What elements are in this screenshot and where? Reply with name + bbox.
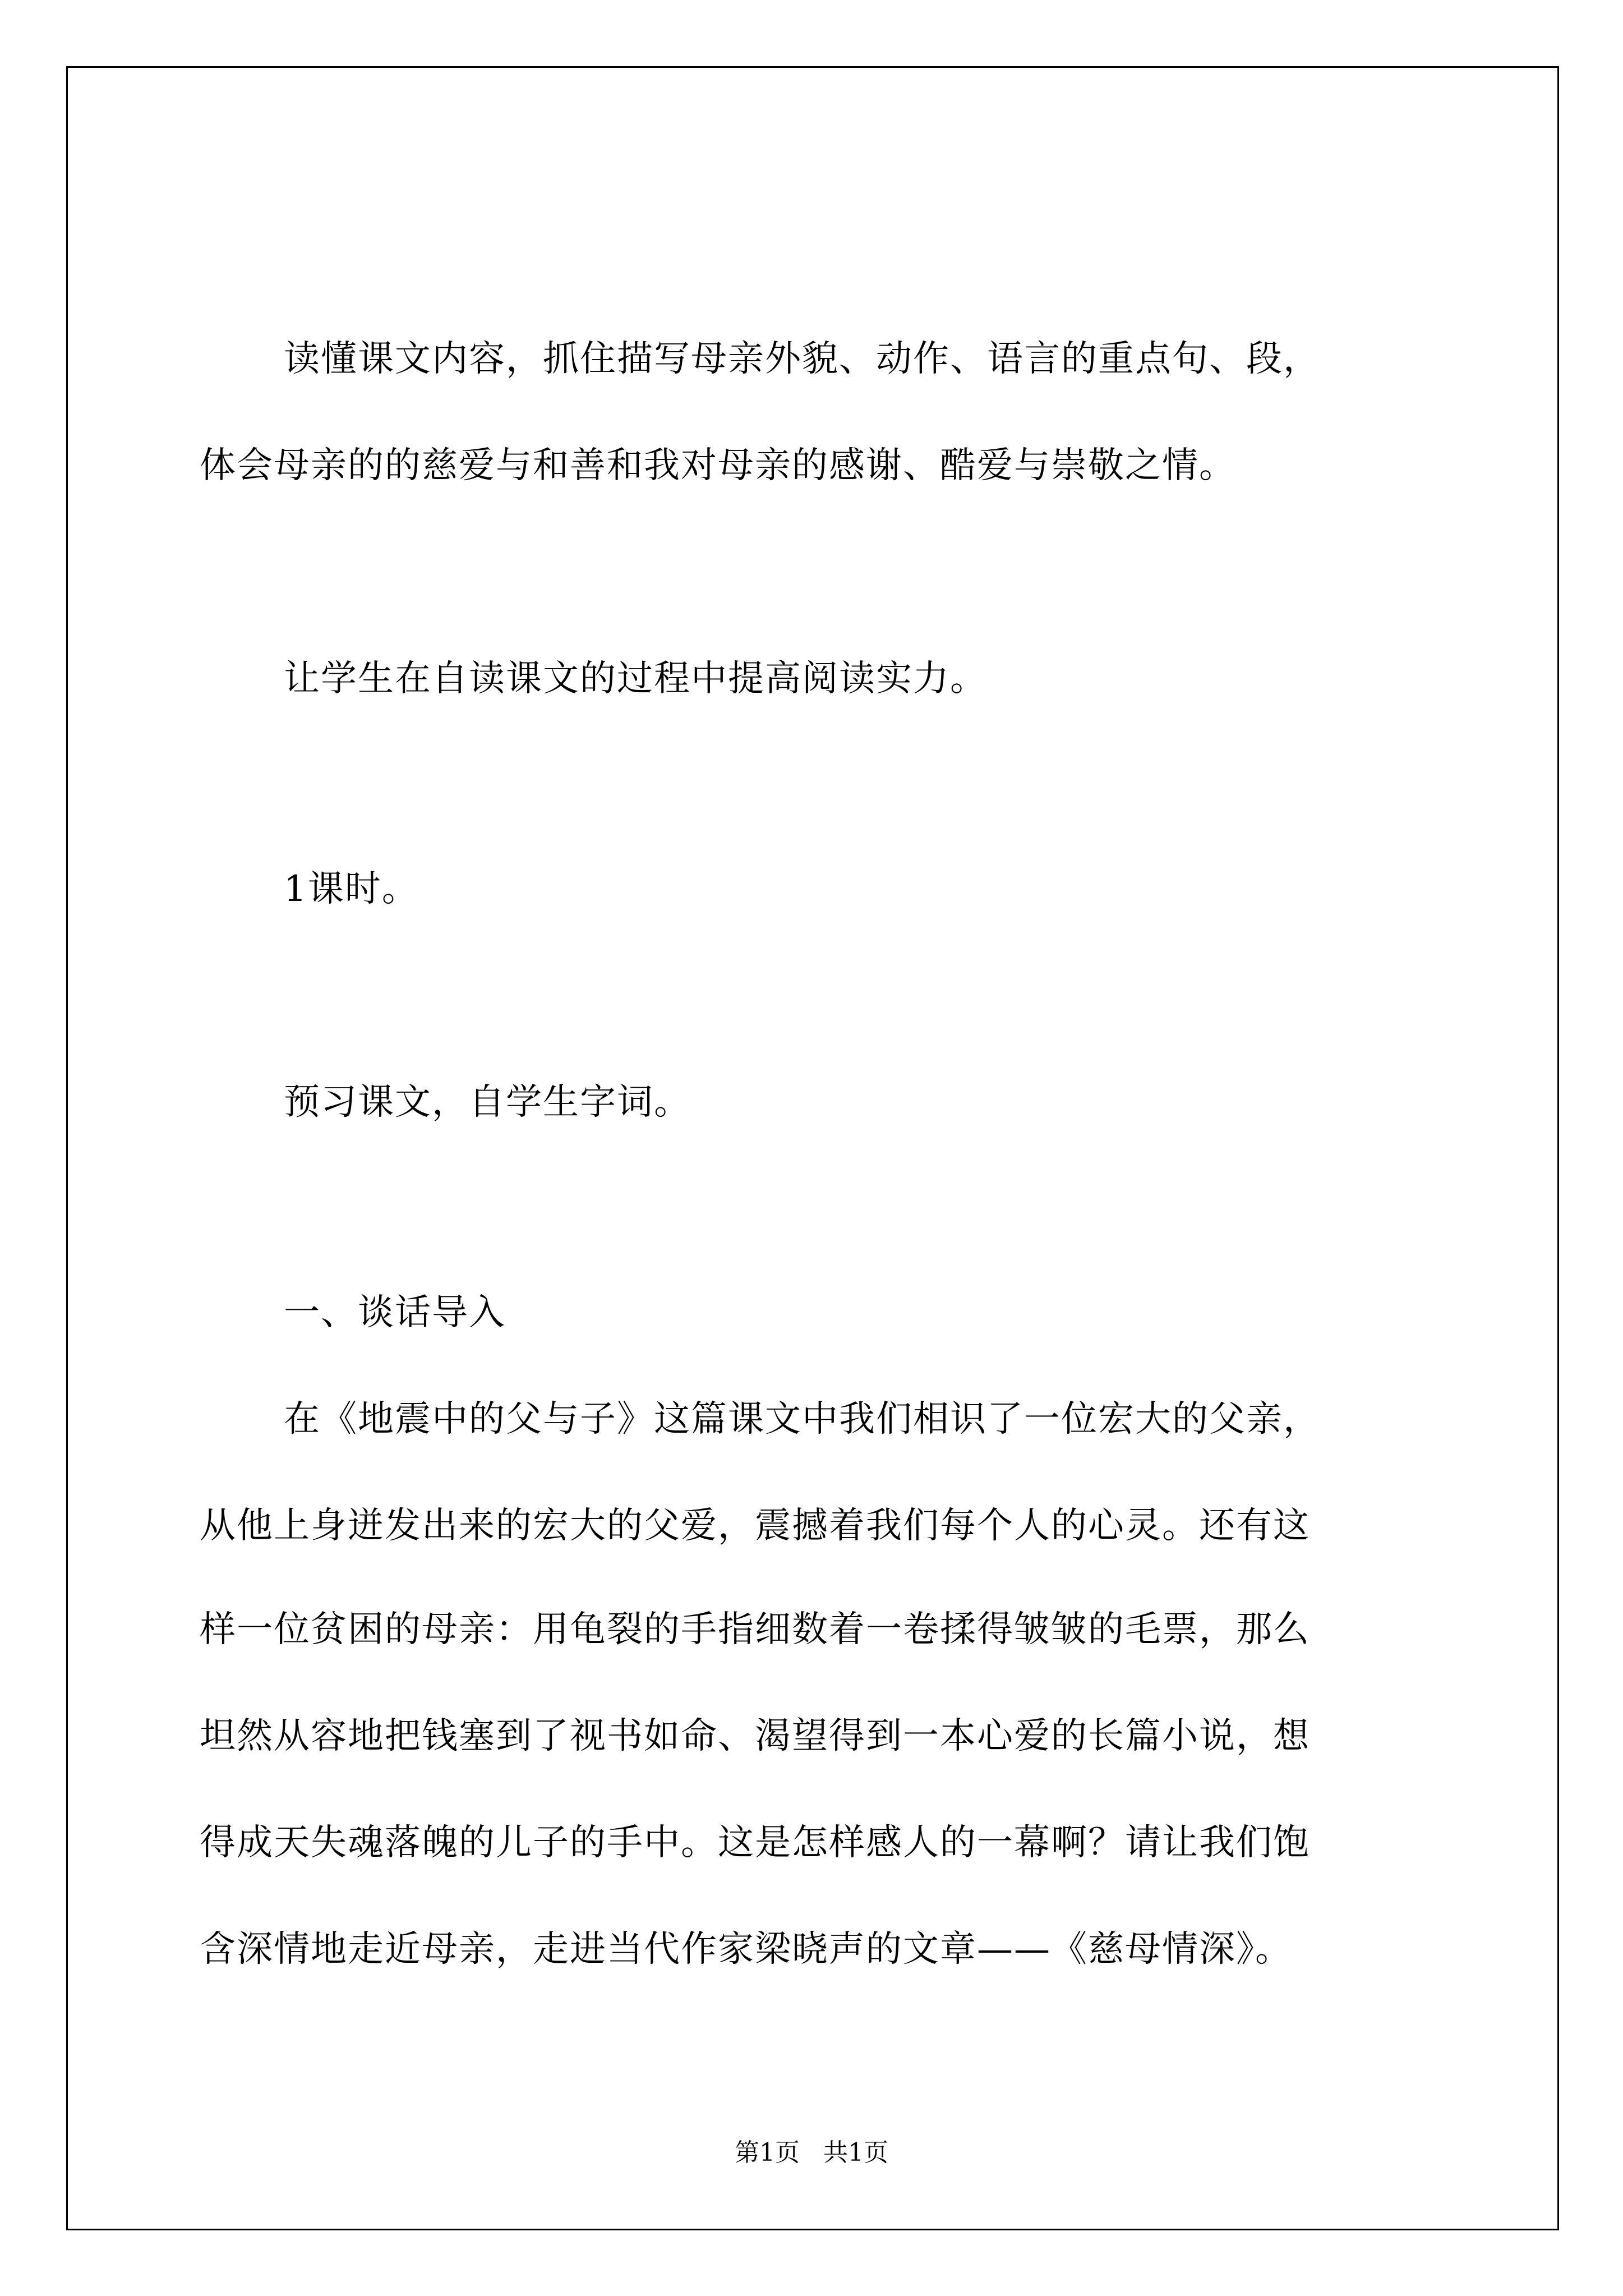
paragraph-intro-line-2: 从他上身迸发出来的宏大的父爱，震撼着我们每个人的心灵。还有这 <box>200 1505 1310 1547</box>
section-heading-intro: 一、谈话导入 <box>284 1292 506 1333</box>
paragraph-preview: 预习课文，自学生字词。 <box>284 1082 691 1123</box>
paragraph-intro-line-4: 坦然从容地把钱塞到了视书如命、渴望得到一本心爱的长篇小说，想 <box>200 1715 1310 1757</box>
page-number-footer: 第1页 共1页 <box>735 2138 888 2167</box>
paragraph-intro-line-6: 含深情地走近母亲，走进当代作家梁晓声的文章——《慈母情深》。 <box>200 1929 1292 1970</box>
paragraph-intro-line-3: 样一位贫困的母亲：用龟裂的手指细数着一卷揉得皱皱的毛票，那么 <box>200 1609 1310 1650</box>
paragraph-intro-line-5: 得成天失魂落魄的儿子的手中。这是怎样感人的一幕啊？请让我们饱 <box>200 1822 1310 1864</box>
paragraph-intro-line-1: 在《地震中的父与子》这篇课文中我们相识了一位宏大的父亲， <box>284 1398 1320 1440</box>
paragraph-objective-line-1: 读懂课文内容，抓住描写母亲外貌、动作、语言的重点句、段， <box>284 338 1320 380</box>
paragraph-reading-goal: 让学生在自读课文的过程中提高阅读实力。 <box>284 658 987 700</box>
page-border <box>66 66 1559 2230</box>
paragraph-class-hours: 1课时。 <box>284 868 419 910</box>
paragraph-objective-line-2: 体会母亲的的慈爱与和善和我对母亲的感谢、酷爱与崇敬之情。 <box>200 445 1236 486</box>
